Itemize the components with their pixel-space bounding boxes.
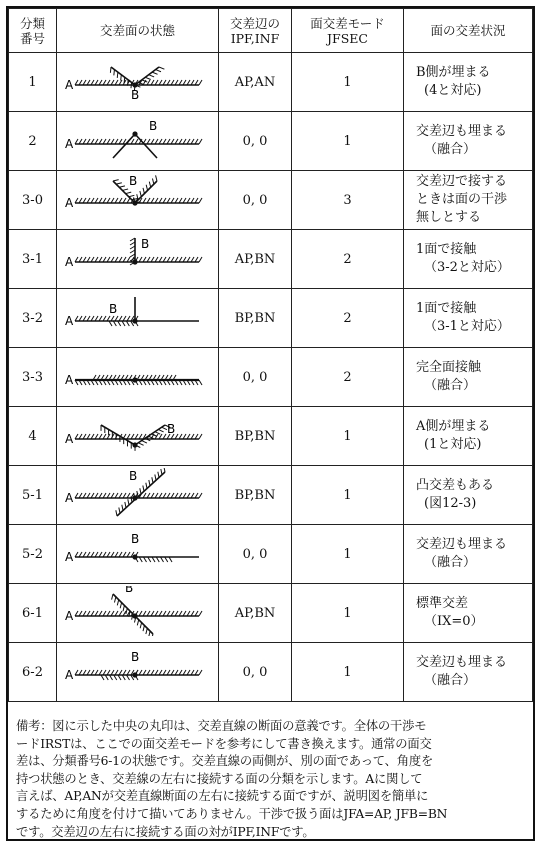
status-line: 標準交差 — [416, 596, 469, 611]
header-row — [9, 9, 533, 53]
intersection-point — [132, 377, 137, 382]
status-line: （融合） — [424, 555, 477, 570]
intersection-point — [132, 200, 137, 205]
status-line: ときは面の干渉 — [416, 192, 508, 207]
intersection-point — [132, 672, 137, 677]
intersection-diagram — [63, 114, 213, 164]
intersection-point — [132, 82, 137, 87]
surface-state-cell — [57, 112, 219, 171]
surface-b-hatch — [101, 675, 138, 680]
surface-a-hatch — [75, 316, 138, 321]
note-line: 持つ状態のとき、交差線の左右に接続する面の分類を示します。Aに関して — [16, 771, 423, 786]
hatch-marks — [75, 670, 138, 675]
surface-state-cell — [57, 643, 219, 702]
ipf-inf-value: 0, 0 — [219, 525, 292, 584]
label-b: B — [128, 469, 137, 483]
category-number: 3-0 — [9, 171, 57, 230]
surface-a-hatch — [135, 670, 202, 675]
table-row — [9, 289, 533, 348]
label-a: A — [64, 196, 73, 210]
table-row — [9, 230, 533, 289]
category-number: 6-2 — [9, 643, 57, 702]
intersection-status — [404, 289, 533, 348]
intersection-diagram — [63, 645, 213, 695]
ipf-inf-value: BP,BN — [219, 289, 292, 348]
surface-b-right — [135, 425, 165, 445]
status-line: 交差辺も埋まる — [416, 537, 508, 552]
surface-b-right — [135, 134, 157, 158]
intersection-status — [404, 466, 533, 525]
jfsec-mode-value: 1 — [292, 466, 404, 525]
category-number: 5-1 — [9, 466, 57, 525]
intersection-status — [404, 348, 533, 407]
status-line: B側が埋まる — [416, 65, 491, 80]
surface-a-hatch — [75, 257, 202, 262]
category-number: 5-2 — [9, 525, 57, 584]
hatch-marks — [115, 468, 164, 516]
intersection-point — [132, 495, 137, 500]
table-row — [9, 171, 533, 230]
status-line: 1面で接触 — [416, 301, 477, 316]
jfsec-mode-value: 1 — [292, 525, 404, 584]
category-number: 6-1 — [9, 584, 57, 643]
header-jfsec-mode: 面交差モード JFSEC — [292, 9, 404, 53]
label-b: B — [108, 302, 117, 316]
ipf-inf-value: 0, 0 — [219, 348, 292, 407]
label-a: A — [64, 609, 73, 623]
classification-table-sheet — [6, 6, 535, 841]
status-line: 凸交差もある — [416, 478, 495, 493]
note-line: です。交差辺の左右に接続する面の対がIPF,INFです。 — [16, 824, 315, 839]
status-line: (4と対応) — [424, 83, 482, 98]
header-ipf-inf: 交差辺の IPF,INF — [219, 9, 292, 53]
intersection-point — [132, 442, 137, 447]
intersection-status — [404, 112, 533, 171]
intersection-status — [404, 584, 533, 643]
intersection-point — [132, 131, 137, 136]
remarks-note — [8, 714, 533, 839]
status-line: 完全面接触 — [416, 360, 482, 375]
surface-state-cell — [57, 289, 219, 348]
intersection-status — [404, 171, 533, 230]
table-row — [9, 53, 533, 112]
label-b: B — [148, 119, 157, 133]
ipf-inf-value: BP,BN — [219, 466, 292, 525]
status-line: （融合） — [424, 378, 477, 393]
intersection-diagram — [63, 350, 213, 400]
label-a: A — [64, 491, 73, 505]
jfsec-mode-value: 1 — [292, 643, 404, 702]
category-number: 3-2 — [9, 289, 57, 348]
surface-state-cell — [57, 53, 219, 112]
label-a: A — [64, 255, 73, 269]
surface-b-hatch — [135, 557, 172, 562]
status-line: (図12-3) — [424, 496, 477, 511]
status-line: （IX=0） — [424, 614, 484, 629]
label-b: B — [130, 650, 139, 664]
header-intersection-status: 面の交差状況 — [404, 9, 533, 53]
jfsec-mode-value: 1 — [292, 53, 404, 112]
surface-state-cell — [57, 348, 219, 407]
status-line: A側が埋まる — [416, 419, 491, 434]
intersection-diagram — [63, 409, 213, 459]
header-category-number: 分類 番号 — [9, 9, 57, 53]
table-row — [9, 643, 533, 702]
surface-state-cell — [57, 407, 219, 466]
table-row — [9, 466, 533, 525]
status-line: （3-1と対応） — [424, 319, 510, 334]
status-line: 1面で接触 — [416, 242, 477, 257]
note-line: 備考：図に示した中央の丸印は、交差直線の断面の意義です。全体の干渉モ — [16, 719, 427, 733]
ipf-inf-value: AP,BN — [219, 230, 292, 289]
note-line: 差は、分類番号6-1の状態です。交差直線の両側が、別の面であって、角度を — [16, 754, 434, 769]
status-line: 交差辺も埋まる — [416, 655, 508, 670]
intersection-diagram — [63, 173, 213, 223]
category-number: 3-1 — [9, 230, 57, 289]
jfsec-mode-value: 1 — [292, 407, 404, 466]
intersection-point — [132, 554, 137, 559]
surface-a-hatch — [75, 139, 202, 144]
ipf-inf-value: 0, 0 — [219, 643, 292, 702]
surface-a-hatch — [75, 611, 202, 616]
surface-a-hatch — [75, 434, 202, 439]
label-b: B — [166, 422, 175, 436]
intersection-point — [132, 613, 137, 618]
status-line: （融合） — [424, 142, 477, 157]
category-number: 3-3 — [9, 348, 57, 407]
status-line: 交差辺で接する — [416, 174, 508, 189]
surface-b-left — [113, 134, 135, 158]
status-line: （融合） — [424, 673, 477, 688]
intersection-diagram — [63, 527, 213, 577]
note-line: するために角度を付けて描いてありません。干渉で扱う面はJFA=AP, JFB=BN — [16, 806, 448, 821]
label-b: B — [130, 532, 139, 546]
jfsec-mode-value: 2 — [292, 348, 404, 407]
status-line: 交差辺も埋まる — [416, 124, 508, 139]
jfsec-mode-value: 3 — [292, 171, 404, 230]
jfsec-mode-value: 1 — [292, 584, 404, 643]
intersection-status — [404, 643, 533, 702]
jfsec-mode-value: 1 — [292, 112, 404, 171]
status-line: 無しとする — [416, 210, 482, 225]
hatch-marks — [111, 594, 152, 636]
intersection-point — [132, 318, 137, 323]
intersection-status — [404, 230, 533, 289]
table-row — [9, 525, 533, 584]
ipf-inf-value: BP,BN — [219, 407, 292, 466]
label-a: A — [64, 137, 73, 151]
ipf-inf-value: AP,BN — [219, 584, 292, 643]
jfsec-mode-value: 2 — [292, 289, 404, 348]
header-surface-state: 交差面の状態 — [57, 9, 219, 53]
intersection-status — [404, 407, 533, 466]
label-b: B — [140, 237, 149, 251]
surface-state-cell — [57, 466, 219, 525]
intersection-status — [404, 525, 533, 584]
surface-state-cell — [57, 584, 219, 643]
label-a: A — [64, 550, 73, 564]
intersection-diagram — [63, 291, 213, 341]
label-a: A — [64, 373, 73, 387]
note-line: ードIRSTは、ここでの面交差モードを参考にして書き換えます。通常の面交 — [16, 736, 432, 751]
intersection-diagram — [63, 586, 213, 636]
intersection-table — [8, 8, 533, 702]
label-a: A — [64, 314, 73, 328]
table-row — [9, 584, 533, 643]
label-a: A — [64, 432, 73, 446]
ipf-inf-value: 0, 0 — [219, 112, 292, 171]
intersection-diagram — [63, 55, 213, 105]
surface-a-hatch — [75, 552, 138, 557]
category-number: 4 — [9, 407, 57, 466]
status-line: (1と対応) — [424, 437, 482, 452]
surface-state-cell — [57, 171, 219, 230]
ipf-inf-value: 0, 0 — [219, 171, 292, 230]
category-number: 2 — [9, 112, 57, 171]
status-line: （3-2と対応） — [424, 260, 510, 275]
category-number: 1 — [9, 53, 57, 112]
surface-state-cell — [57, 230, 219, 289]
label-a: A — [64, 78, 73, 92]
intersection-diagram — [63, 232, 213, 282]
intersection-point — [132, 259, 137, 264]
intersection-diagram — [63, 468, 213, 518]
table-row — [9, 112, 533, 171]
note-line: 言えば、AP,ANが交差直線断面の左右に接続する面ですが、説明図を簡単に — [16, 789, 429, 804]
jfsec-mode-value: 2 — [292, 230, 404, 289]
table-row — [9, 348, 533, 407]
label-b: B — [128, 174, 137, 188]
label-b: B — [124, 586, 133, 595]
table-row — [9, 407, 533, 466]
ipf-inf-value: AP,AN — [219, 53, 292, 112]
label-a: A — [64, 668, 73, 682]
label-b: B — [130, 88, 139, 102]
intersection-status — [404, 53, 533, 112]
surface-state-cell — [57, 525, 219, 584]
